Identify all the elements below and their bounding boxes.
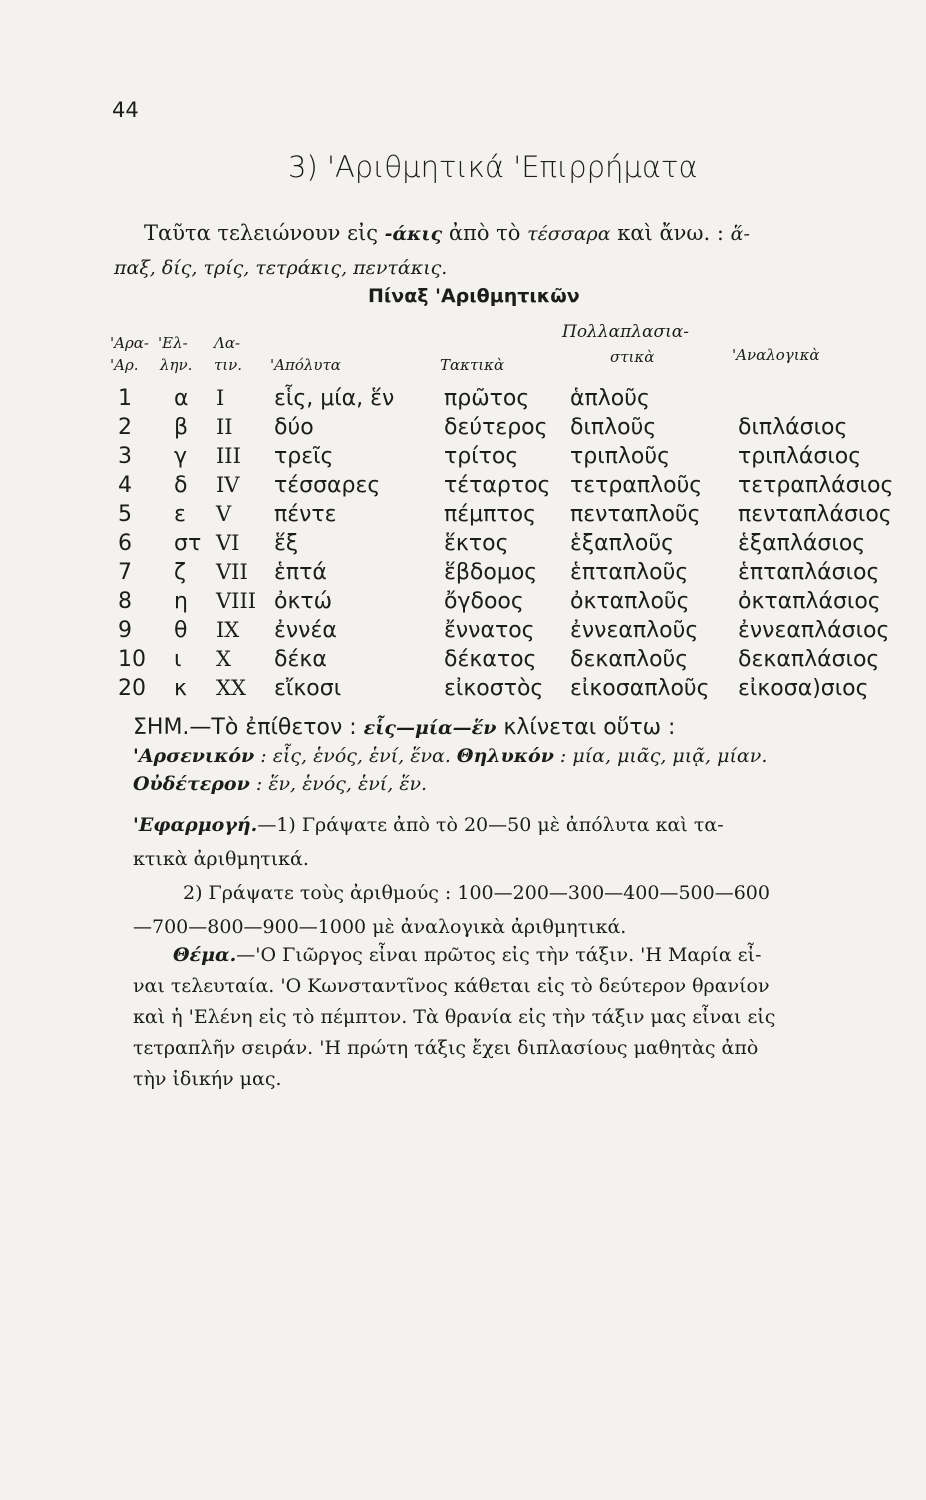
header-arabic-1: 'Αρα- bbox=[110, 334, 149, 352]
cell-ordinal: δέκατος bbox=[444, 647, 537, 672]
header-latin-1: Λα- bbox=[214, 334, 241, 352]
cell-ordinal: πέμπτος bbox=[444, 502, 536, 527]
intro-line-1 bbox=[114, 216, 904, 251]
cell-greek: κ bbox=[174, 676, 187, 701]
cell-absolute: δέκα bbox=[274, 647, 327, 672]
cell-ordinal: ἕβδομος bbox=[444, 560, 538, 585]
cell-roman: II bbox=[216, 415, 233, 439]
cell-num: 10 bbox=[118, 647, 146, 672]
cell-num: 8 bbox=[118, 589, 132, 614]
note-label: ΣΗΜ.—Τὸ ἐπίθετον : bbox=[133, 715, 364, 740]
theme-line-1 bbox=[133, 940, 918, 971]
theme-line-2: ναι τελευταία. 'Ο Κωνσταντῖνος κάθεται εἰς τὸ δεύτερον θρανίον bbox=[133, 975, 770, 997]
cell-greek: στ bbox=[174, 531, 202, 556]
cell-multiple: ἐννεαπλοῦς bbox=[570, 618, 699, 643]
neut-label: Οὐδέτερον bbox=[133, 773, 250, 795]
cell-greek: ζ bbox=[174, 560, 186, 585]
table-row bbox=[118, 415, 918, 444]
cell-ordinal: τρίτος bbox=[444, 444, 519, 469]
section-title: 3) 'Αριθμητικά 'Επιρρήματα bbox=[288, 150, 698, 184]
cell-absolute: δύο bbox=[274, 415, 314, 440]
cell-proportional: ὀκταπλάσιος bbox=[738, 589, 881, 614]
cell-proportional: τετραπλάσιος bbox=[738, 473, 894, 498]
cell-proportional: τριπλάσιος bbox=[738, 444, 862, 469]
cell-num: 2 bbox=[118, 415, 132, 440]
cell-multiple: πενταπλοῦς bbox=[570, 502, 701, 527]
table-row bbox=[118, 502, 918, 531]
intro-text-b: ἀπὸ τὸ bbox=[442, 221, 528, 245]
cell-roman: XX bbox=[216, 676, 246, 700]
cell-ordinal: εἰκοστὸς bbox=[444, 676, 544, 701]
cell-absolute: εἷς, μία, ἕν bbox=[274, 386, 395, 411]
header-ordinal: Τακτικὰ bbox=[440, 356, 505, 374]
cell-num: 5 bbox=[118, 502, 132, 527]
cell-multiple: διπλοῦς bbox=[570, 415, 657, 440]
cell-num: 4 bbox=[118, 473, 132, 498]
header-greek-2: λην. bbox=[160, 356, 193, 374]
exercise-line-1 bbox=[133, 808, 918, 842]
fem-label: Θηλυκόν bbox=[456, 745, 554, 767]
table-row bbox=[118, 589, 918, 618]
table-row bbox=[118, 531, 918, 560]
note-line-1 bbox=[133, 714, 913, 742]
cell-num: 20 bbox=[118, 676, 146, 701]
cell-proportional: πενταπλάσιος bbox=[738, 502, 892, 527]
cell-greek: θ bbox=[174, 618, 188, 643]
cell-roman: VIII bbox=[216, 589, 257, 613]
intro-text-a: Ταῦτα τελειώνουν εἰς bbox=[144, 221, 385, 245]
cell-roman: III bbox=[216, 444, 241, 468]
table-headers bbox=[110, 322, 910, 372]
exercise-item1-a: —1) Γράψατε ἀπὸ τὸ 20—50 μὲ ἀπόλυτα καὶ τα- bbox=[257, 814, 724, 836]
cell-roman: IV bbox=[216, 473, 240, 497]
table-row bbox=[118, 386, 918, 415]
masc-forms: : εἷς, ἑνός, ἑνί, ἕνα. bbox=[254, 745, 457, 767]
fem-forms: : μία, μιᾶς, μιᾷ, μίαν. bbox=[553, 745, 768, 767]
cell-proportional: ἑξαπλάσιος bbox=[738, 531, 866, 556]
theme-line-4: τετραπλῆν σειράν. 'Η πρώτη τάξις ἔχει διπλασίους μαθητὰς ἀπὸ bbox=[133, 1037, 759, 1059]
table-row bbox=[118, 473, 918, 502]
cell-absolute: ὀκτώ bbox=[274, 589, 333, 614]
table-row bbox=[118, 647, 918, 676]
cell-multiple: εἰκοσαπλοῦς bbox=[570, 676, 710, 701]
note-tail: κλίνεται οὕτω : bbox=[496, 715, 676, 740]
cell-proportional: ἐννεαπλάσιος bbox=[738, 618, 890, 643]
cell-multiple: δεκαπλοῦς bbox=[570, 647, 689, 672]
cell-greek: δ bbox=[174, 473, 188, 498]
exercise-line-3: 2) Γράψατε τοὺς ἀριθμούς : 100—200—300—400—500—600 bbox=[183, 882, 770, 904]
theme bbox=[133, 940, 918, 1095]
cell-multiple: ἁπλοῦς bbox=[570, 386, 650, 411]
cell-num: 9 bbox=[118, 618, 132, 643]
table-row bbox=[118, 560, 918, 589]
intro-line-2: παξ, δίς, τρίς, τετράκις, πεντάκις. bbox=[114, 257, 448, 279]
intro-text-c: καὶ ἄνω. : bbox=[610, 221, 731, 245]
cell-num: 7 bbox=[118, 560, 132, 585]
cell-multiple: ἑξαπλοῦς bbox=[570, 531, 675, 556]
cell-greek: η bbox=[174, 589, 188, 614]
cell-absolute: εἴκοσι bbox=[274, 676, 342, 701]
cell-greek: α bbox=[174, 386, 189, 411]
cell-absolute: τρεῖς bbox=[274, 444, 334, 469]
cell-proportional: ἑπταπλάσιος bbox=[738, 560, 880, 585]
cell-roman: VII bbox=[216, 560, 248, 584]
theme-line-5: τὴν ἰδικήν μας. bbox=[133, 1068, 282, 1090]
table-row bbox=[118, 676, 918, 705]
cell-greek: ε bbox=[174, 502, 186, 527]
cell-roman: IX bbox=[216, 618, 240, 642]
header-latin-2: τιν. bbox=[214, 356, 243, 374]
cell-proportional: διπλάσιος bbox=[738, 415, 848, 440]
cell-absolute: πέντε bbox=[274, 502, 337, 527]
cell-absolute: ἕξ bbox=[274, 531, 299, 556]
table-title: Πίναξ 'Αριθμητικῶν bbox=[368, 285, 580, 307]
table-row bbox=[118, 444, 918, 473]
cell-ordinal: πρῶτος bbox=[444, 386, 530, 411]
header-multiple-1: Πολλαπλασια- bbox=[562, 322, 690, 342]
cell-multiple: ἑπταπλοῦς bbox=[570, 560, 689, 585]
note-line-3 bbox=[133, 770, 913, 798]
theme-line-3: καὶ ἡ 'Ελένη εἰς τὸ πέμπτον. Τὰ θρανία εἰς τὴν τάξιν μας εἶναι εἰς bbox=[133, 1006, 776, 1028]
cell-absolute: ἑπτά bbox=[274, 560, 327, 585]
exercise bbox=[133, 808, 918, 944]
note-line-2 bbox=[133, 742, 913, 770]
table-row bbox=[118, 618, 918, 647]
header-proportional: 'Αναλογικὰ bbox=[732, 346, 820, 364]
cell-num: 3 bbox=[118, 444, 132, 469]
masc-label: 'Αρσενικόν bbox=[133, 745, 255, 767]
header-absolute: 'Απόλυτα bbox=[270, 356, 341, 374]
page-number: 44 bbox=[112, 98, 139, 122]
cell-ordinal: ἕκτος bbox=[444, 531, 509, 556]
exercise-line-2: κτικὰ ἀριθμητικά. bbox=[133, 848, 309, 870]
cell-ordinal: τέταρτος bbox=[444, 473, 551, 498]
cell-roman: X bbox=[216, 647, 231, 671]
cell-proportional: δεκαπλάσιος bbox=[738, 647, 880, 672]
cell-num: 1 bbox=[118, 386, 132, 411]
neut-forms: : ἕν, ἑνός, ἑνί, ἕν. bbox=[249, 773, 428, 795]
cell-roman: VI bbox=[216, 531, 240, 555]
header-arabic-2: 'Αρ. bbox=[110, 356, 139, 374]
exercise-line-4: —700—800—900—1000 μὲ ἀναλογικὰ ἀριθμητικά. bbox=[133, 916, 627, 938]
header-multiple-2: στικὰ bbox=[610, 348, 655, 366]
cell-absolute: τέσσαρες bbox=[274, 473, 381, 498]
numerals-table bbox=[118, 386, 918, 705]
theme-label: Θέμα. bbox=[173, 944, 237, 966]
cell-greek: γ bbox=[174, 444, 188, 469]
cell-multiple: τετραπλοῦς bbox=[570, 473, 703, 498]
cell-multiple: ὀκταπλοῦς bbox=[570, 589, 690, 614]
note bbox=[133, 714, 913, 798]
cell-absolute: ἐννέα bbox=[274, 618, 337, 643]
intro-suffix: -άκις bbox=[384, 223, 443, 245]
cell-num: 6 bbox=[118, 531, 132, 556]
cell-roman: I bbox=[216, 386, 225, 410]
intro-from-word: τέσσαρα bbox=[527, 223, 611, 245]
cell-greek: β bbox=[174, 415, 189, 440]
note-forms: εἷς—μία—ἕν bbox=[363, 717, 497, 739]
theme-line-1-text: —'Ο Γιῶργος εἶναι πρῶτος εἰς τὴν τάξιν. 'Η Μαρία εἶ- bbox=[236, 944, 762, 966]
intro-example-start: ἅ- bbox=[730, 223, 750, 245]
intro-paragraph bbox=[114, 216, 904, 285]
cell-proportional: εἰκοσα)σιος bbox=[738, 676, 869, 701]
cell-ordinal: ἔννατος bbox=[444, 618, 535, 643]
header-greek-1: 'Ελ- bbox=[158, 334, 188, 352]
cell-multiple: τριπλοῦς bbox=[570, 444, 671, 469]
exercise-label: 'Εφαρμογή. bbox=[133, 814, 258, 836]
cell-greek: ι bbox=[174, 647, 182, 672]
cell-roman: V bbox=[216, 502, 232, 526]
cell-ordinal: ὄγδοος bbox=[444, 589, 524, 614]
cell-ordinal: δεύτερος bbox=[444, 415, 548, 440]
